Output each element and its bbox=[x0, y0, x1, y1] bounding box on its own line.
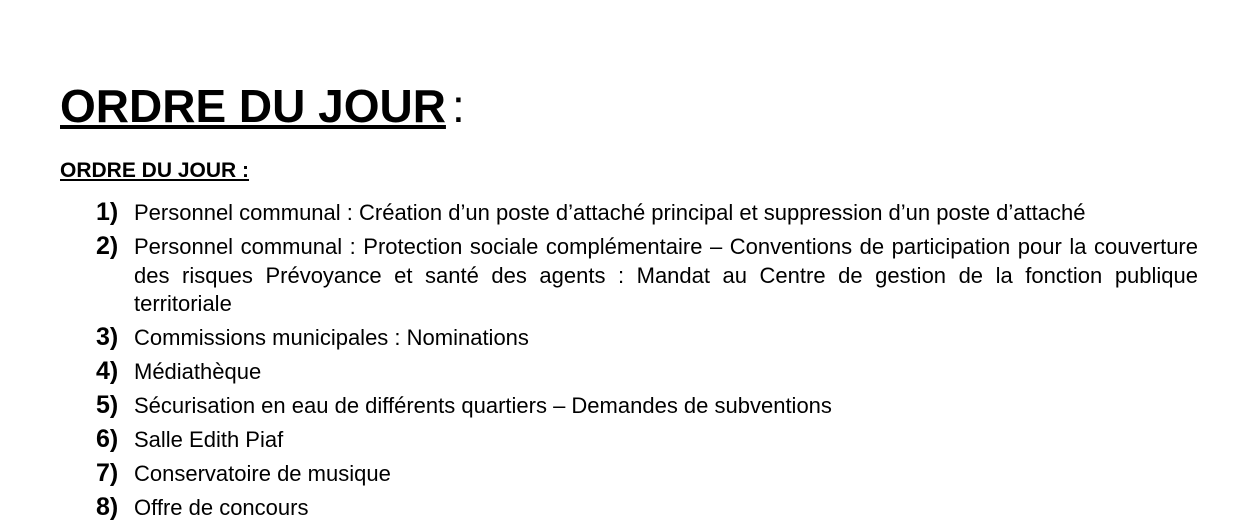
agenda-item bbox=[96, 391, 1198, 421]
agenda-item-number: 7) bbox=[96, 459, 119, 487]
title-line bbox=[60, 78, 465, 134]
agenda-item bbox=[96, 198, 1198, 228]
agenda-item-number: 8) bbox=[96, 493, 119, 521]
agenda-item-number: 6) bbox=[96, 425, 119, 453]
agenda-item-number: 5) bbox=[96, 391, 119, 419]
agenda-item bbox=[96, 493, 1198, 523]
agenda-item bbox=[96, 357, 1198, 387]
agenda-item-text: Commissions municipales : Nominations bbox=[134, 325, 529, 350]
agenda-item bbox=[96, 459, 1198, 489]
agenda-item bbox=[96, 425, 1198, 455]
page-title: ORDRE DU JOUR bbox=[60, 80, 446, 132]
agenda-item-number: 3) bbox=[96, 323, 119, 351]
agenda-item-number: 2) bbox=[96, 232, 119, 260]
agenda-item-text: Conservatoire de musique bbox=[134, 461, 391, 486]
agenda-item-text: Sécurisation en eau de différents quartiers – Demandes de subventions bbox=[134, 393, 832, 418]
agenda-list bbox=[96, 198, 1198, 527]
agenda-item-number: 1) bbox=[96, 198, 119, 226]
agenda-item-text: Salle Edith Piaf bbox=[134, 427, 284, 452]
agenda-item-text: Offre de concours bbox=[134, 495, 309, 520]
agenda-heading: ORDRE DU JOUR : bbox=[60, 159, 250, 182]
agenda-item-text: Personnel communal : Création d’un poste d’attaché principal et suppression d’un poste d’attaché bbox=[134, 200, 1086, 225]
title-colon: : bbox=[451, 80, 465, 132]
agenda-item-number: 4) bbox=[96, 357, 119, 385]
agenda-item bbox=[96, 232, 1198, 319]
agenda-item bbox=[96, 323, 1198, 353]
agenda-item-text: Médiathèque bbox=[134, 359, 262, 384]
agenda-item-text: Personnel communal : Protection sociale complémentaire – Conventions de participation pour la couverture des risques Prévoyance et santé des agents : Mandat au Centre de gestion de la fonction publique territoriale bbox=[134, 234, 1198, 316]
